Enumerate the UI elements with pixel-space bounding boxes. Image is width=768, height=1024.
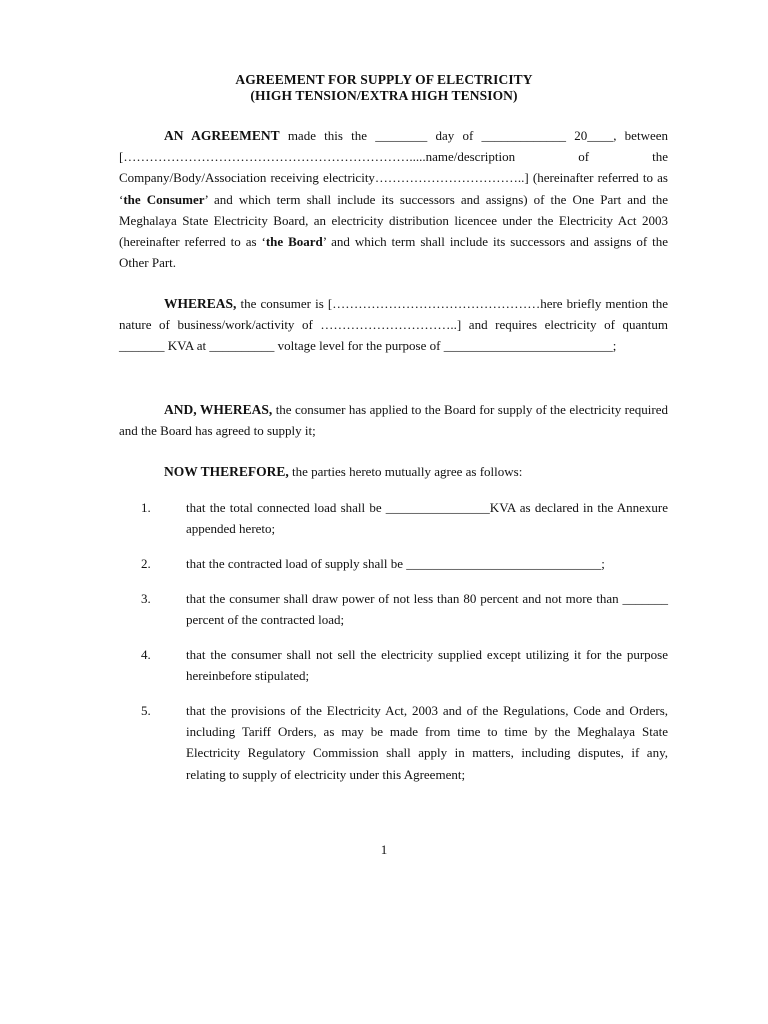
- list-item-text: that the contracted load of supply shall be ______________________________;: [186, 556, 605, 571]
- document-title-line2: (HIGH TENSION/EXTRA HIGH TENSION): [250, 88, 518, 103]
- list-item-number: 2.: [141, 556, 151, 571]
- list-item-number: 1.: [141, 500, 151, 515]
- and-whereas-text: the consumer has applied to the Board for supply of the electricity required and the Board has agreed to supply it;: [119, 402, 668, 439]
- list-item: [119, 553, 668, 574]
- intro-text-part3: ’ and which term shall include its successors and assigns of the Other Part.: [119, 234, 668, 271]
- and-whereas-lead: AND, WHEREAS,: [164, 402, 273, 417]
- consumer-term: the Consumer: [123, 191, 205, 207]
- intro-text-part1: made this the ________ day of _____________ 20____, between [………………………………………………………….....name/description of the Company/Body/Association receiving electricity……………………………..] (hereinafter referred to as ‘: [119, 128, 668, 207]
- list-item-number: 4.: [141, 647, 151, 662]
- list-item-text: that the consumer shall not sell the electricity supplied except utilizing it for the purpose hereinbefore stipulated;: [186, 647, 668, 684]
- list-item: [119, 644, 668, 686]
- whereas-paragraph: [119, 293, 668, 357]
- intro-text-part2: ’ and which term shall include its successors and assigns) of the One Part and the Meghalaya State Electricity Board, an electricity distribution licencee under the Electricity Act 2003 (hereinafter referred to as ‘: [119, 191, 668, 250]
- intro-paragraph: [119, 125, 668, 273]
- page-number: 1: [380, 842, 388, 857]
- board-term: the Board: [265, 234, 323, 250]
- whereas-lead: WHEREAS,: [164, 296, 237, 311]
- whereas-text: the consumer is […………………………………………here briefly mention the nature of business/work/activity of …………………………..] and requires electricity of quantum _______ KVA at __________ voltage level for the purpose of __________________________;: [119, 296, 668, 354]
- list-item: [119, 497, 668, 539]
- intro-lead: AN AGREEMENT: [164, 128, 280, 143]
- list-item-number: 3.: [141, 591, 151, 606]
- list-item-text: that the total connected load shall be ________________KVA as declared in the Annexure appended hereto;: [186, 500, 668, 537]
- list-item: [119, 700, 668, 785]
- list-item-text: that the consumer shall draw power of not less than 80 percent and not more than _______ percent of the contracted load;: [186, 591, 668, 628]
- now-therefore-lead: NOW THEREFORE,: [164, 464, 289, 479]
- list-item-text: that the provisions of the Electricity Act, 2003 and of the Regulations, Code and Orders, including Tariff Orders, as may be made from time to time by the Meghalaya State Electricity Regulatory Commission shall apply in matters, including disputes, if any, relating to supply of electricity under this Agreement;: [186, 703, 668, 782]
- now-therefore-paragraph: [119, 461, 668, 482]
- list-item-number: 5.: [141, 703, 151, 718]
- document-title-line1: AGREEMENT FOR SUPPLY OF ELECTRICITY: [235, 72, 533, 87]
- and-whereas-paragraph: [119, 399, 668, 441]
- list-item: [119, 588, 668, 630]
- now-therefore-text: the parties hereto mutually agree as follows:: [288, 464, 523, 479]
